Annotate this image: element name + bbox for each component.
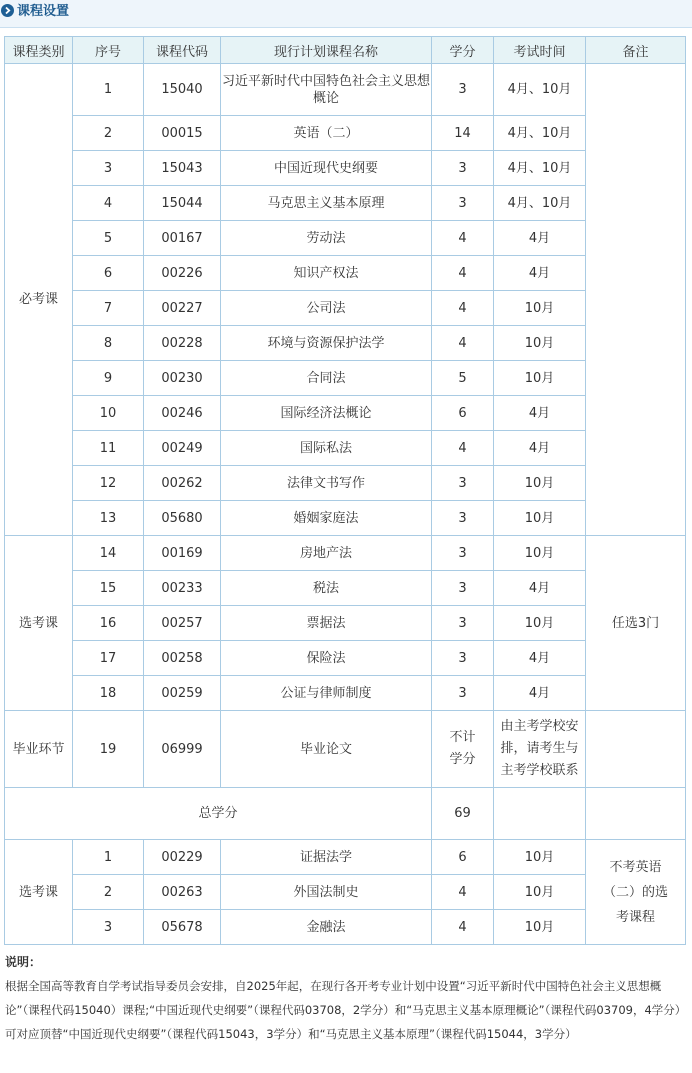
column-header: 课程类别 xyxy=(5,37,73,64)
course-credit: 4 xyxy=(432,326,494,361)
course-code: 00015 xyxy=(144,116,221,151)
exam-time: 4月 xyxy=(494,641,586,676)
row-number: 2 xyxy=(73,875,144,910)
table-row xyxy=(5,571,686,606)
course-code: 05680 xyxy=(144,501,221,536)
course-name: 票据法 xyxy=(221,606,432,641)
course-code: 06999 xyxy=(144,711,221,788)
exam-time: 4月、10月 xyxy=(494,151,586,186)
exam-time: 10月 xyxy=(494,840,586,875)
course-credit: 4 xyxy=(432,910,494,945)
course-credit: 6 xyxy=(432,396,494,431)
table-row xyxy=(5,64,686,116)
empty-cell xyxy=(586,788,686,840)
table-row xyxy=(5,840,686,875)
course-name: 英语（二） xyxy=(221,116,432,151)
table-row xyxy=(5,326,686,361)
notes-section xyxy=(5,950,689,1046)
course-name: 习近平新时代中国特色社会主义思想概论 xyxy=(221,64,432,116)
course-credit: 4 xyxy=(432,291,494,326)
remark-cell: 不考英语（二）的选考课程 xyxy=(586,840,686,945)
course-code: 00227 xyxy=(144,291,221,326)
table-row xyxy=(5,431,686,466)
table-row xyxy=(5,536,686,571)
course-name: 证据法学 xyxy=(221,840,432,875)
course-credit: 3 xyxy=(432,571,494,606)
total-row xyxy=(5,788,686,840)
row-number: 16 xyxy=(73,606,144,641)
course-credit: 3 xyxy=(432,186,494,221)
table-row xyxy=(5,361,686,396)
course-name: 毕业论文 xyxy=(221,711,432,788)
course-credit: 4 xyxy=(432,221,494,256)
course-code: 00233 xyxy=(144,571,221,606)
notes-label: 说明： xyxy=(5,955,42,969)
course-credit: 3 xyxy=(432,641,494,676)
course-name: 法律文书写作 xyxy=(221,466,432,501)
exam-time: 4月、10月 xyxy=(494,64,586,116)
table-row xyxy=(5,151,686,186)
table-row xyxy=(5,116,686,151)
row-number: 1 xyxy=(73,64,144,116)
notes-text: 根据全国高等教育自学考试指导委员会安排，自2025年起，在现行各开考专业计划中设置“习近平新时代中国特色社会主义思想概论”（课程代码15040）课程;“中国近现代史纲要”（课程代码03708，2学分）和“马克思主义基本原理概论”（课程代码03709，4学分）可对应顶替“中国近现代史纲要”（课程代码15043，3学分）和“马克思主义基本原理”（课程代码15044，3学分） xyxy=(5,979,687,1041)
course-name: 保险法 xyxy=(221,641,432,676)
course-credit: 5 xyxy=(432,361,494,396)
exam-time: 10月 xyxy=(494,326,586,361)
course-code: 00230 xyxy=(144,361,221,396)
column-header: 备注 xyxy=(586,37,686,64)
exam-time: 10月 xyxy=(494,536,586,571)
course-credit: 3 xyxy=(432,606,494,641)
course-credit: 14 xyxy=(432,116,494,151)
course-name: 国际经济法概论 xyxy=(221,396,432,431)
course-name: 知识产权法 xyxy=(221,256,432,291)
table-row xyxy=(5,396,686,431)
course-code: 00167 xyxy=(144,221,221,256)
exam-time: 4月 xyxy=(494,256,586,291)
table-row xyxy=(5,221,686,256)
table-row xyxy=(5,256,686,291)
table-header-row xyxy=(5,37,686,64)
course-name: 公证与律师制度 xyxy=(221,676,432,711)
course-name: 合同法 xyxy=(221,361,432,396)
column-header: 考试时间 xyxy=(494,37,586,64)
course-credit: 3 xyxy=(432,536,494,571)
exam-time: 10月 xyxy=(494,606,586,641)
course-name: 中国近现代史纲要 xyxy=(221,151,432,186)
section-header xyxy=(0,0,692,28)
exam-time: 10月 xyxy=(494,291,586,326)
course-name: 婚姻家庭法 xyxy=(221,501,432,536)
course-table xyxy=(4,36,686,945)
course-code: 15044 xyxy=(144,186,221,221)
course-credit: 6 xyxy=(432,840,494,875)
course-credit: 4 xyxy=(432,256,494,291)
course-name: 房地产法 xyxy=(221,536,432,571)
table-row xyxy=(5,501,686,536)
exam-time: 4月 xyxy=(494,431,586,466)
course-credit: 3 xyxy=(432,501,494,536)
empty-cell xyxy=(494,788,586,840)
section-title: 课程设置 xyxy=(17,4,70,19)
course-credit: 4 xyxy=(432,875,494,910)
course-code: 00263 xyxy=(144,875,221,910)
table-row xyxy=(5,711,686,788)
course-code: 00258 xyxy=(144,641,221,676)
course-credit: 3 xyxy=(432,151,494,186)
table-row xyxy=(5,606,686,641)
category-cell: 选考课 xyxy=(5,536,73,711)
course-code: 15040 xyxy=(144,64,221,116)
course-credit: 3 xyxy=(432,466,494,501)
exam-time: 4月 xyxy=(494,221,586,256)
column-header: 序号 xyxy=(73,37,144,64)
course-name: 公司法 xyxy=(221,291,432,326)
row-number: 12 xyxy=(73,466,144,501)
table-row xyxy=(5,676,686,711)
course-code: 00262 xyxy=(144,466,221,501)
course-code: 00228 xyxy=(144,326,221,361)
row-number: 13 xyxy=(73,501,144,536)
row-number: 10 xyxy=(73,396,144,431)
total-value: 69 xyxy=(432,788,494,840)
exam-time: 10月 xyxy=(494,875,586,910)
remark-cell xyxy=(586,711,686,788)
table-row xyxy=(5,875,686,910)
course-name: 马克思主义基本原理 xyxy=(221,186,432,221)
course-code: 00229 xyxy=(144,840,221,875)
row-number: 4 xyxy=(73,186,144,221)
category-cell: 毕业环节 xyxy=(5,711,73,788)
course-name: 劳动法 xyxy=(221,221,432,256)
row-number: 3 xyxy=(73,151,144,186)
course-name: 金融法 xyxy=(221,910,432,945)
course-code: 00259 xyxy=(144,676,221,711)
row-number: 19 xyxy=(73,711,144,788)
course-name: 国际私法 xyxy=(221,431,432,466)
row-number: 17 xyxy=(73,641,144,676)
exam-time: 由主考学校安排，请考生与主考学校联系 xyxy=(494,711,586,788)
table-row xyxy=(5,910,686,945)
course-code: 00169 xyxy=(144,536,221,571)
row-number: 5 xyxy=(73,221,144,256)
exam-time: 4月 xyxy=(494,396,586,431)
course-code: 00246 xyxy=(144,396,221,431)
course-credit: 3 xyxy=(432,676,494,711)
column-header: 课程代码 xyxy=(144,37,221,64)
course-code: 00257 xyxy=(144,606,221,641)
remark-cell xyxy=(586,64,686,536)
row-number: 6 xyxy=(73,256,144,291)
course-code: 15043 xyxy=(144,151,221,186)
table-row xyxy=(5,291,686,326)
exam-time: 4月 xyxy=(494,571,586,606)
column-header: 现行计划课程名称 xyxy=(221,37,432,64)
exam-time: 10月 xyxy=(494,361,586,396)
remark-cell: 任选3门 xyxy=(586,536,686,711)
row-number: 7 xyxy=(73,291,144,326)
row-number: 18 xyxy=(73,676,144,711)
row-number: 9 xyxy=(73,361,144,396)
row-number: 15 xyxy=(73,571,144,606)
row-number: 8 xyxy=(73,326,144,361)
course-code: 05678 xyxy=(144,910,221,945)
row-number: 3 xyxy=(73,910,144,945)
table-row xyxy=(5,466,686,501)
course-credit: 3 xyxy=(432,64,494,116)
course-credit: 不计学分 xyxy=(432,711,494,788)
row-number: 11 xyxy=(73,431,144,466)
table-row xyxy=(5,186,686,221)
exam-time: 10月 xyxy=(494,910,586,945)
row-number: 1 xyxy=(73,840,144,875)
exam-time: 4月 xyxy=(494,676,586,711)
course-code: 00226 xyxy=(144,256,221,291)
course-name: 税法 xyxy=(221,571,432,606)
column-header: 学分 xyxy=(432,37,494,64)
exam-time: 4月、10月 xyxy=(494,116,586,151)
course-code: 00249 xyxy=(144,431,221,466)
category-cell: 必考课 xyxy=(5,64,73,536)
course-name: 外国法制史 xyxy=(221,875,432,910)
table-row xyxy=(5,641,686,676)
total-label: 总学分 xyxy=(5,788,432,840)
exam-time: 10月 xyxy=(494,501,586,536)
row-number: 2 xyxy=(73,116,144,151)
row-number: 14 xyxy=(73,536,144,571)
course-name: 环境与资源保护法学 xyxy=(221,326,432,361)
course-credit: 4 xyxy=(432,431,494,466)
chevron-right-circle-icon xyxy=(1,4,14,17)
exam-time: 4月、10月 xyxy=(494,186,586,221)
category-cell: 选考课 xyxy=(5,840,73,945)
exam-time: 10月 xyxy=(494,466,586,501)
